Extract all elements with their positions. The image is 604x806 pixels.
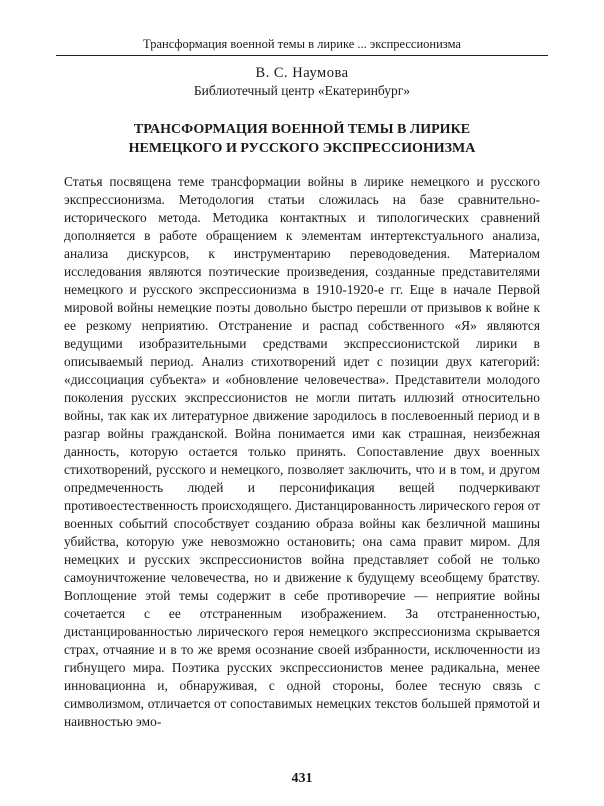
author-name: В. С. Наумова [255,65,349,81]
title-line: ТРАНСФОРМАЦИЯ ВОЕННОЙ ТЕМЫ В ЛИРИКЕ [133,122,471,137]
author-affiliation: Библиотечный центр «Екатеринбург» [193,83,411,98]
title-line: НЕМЕЦКОГО И РУССКОГО ЭКСПРЕССИОНИЗМА [128,141,476,156]
article-title [60,120,544,158]
running-head: Трансформация военной темы в лирике ... экспрессионизма [143,37,461,51]
page-number: 431 [291,771,313,786]
header-rule [56,55,548,56]
abstract-text: Статья посвящена теме трансформации войны в лирике немецкого и русского экспрессионизма. Методология статьи сложилась на базе сравнительно-исторического метода. Методика контактных и типологических сравнений дополняется в работе обращением к элементам интертекстуального анализа, анализа дискурсов, к инструментарию переводоведения. Материалом исследования являются поэтические произведения, созданные представителями немецкого и русского экспрессионизма в 1910-1920-е гг. Еще в начале Первой мировой войны немецкие поэты довольно быстро перешли от призывов к войне к ее резкому неприятию. Отстранение и распад собственного «Я» являются ведущими изобразительными средствами экспрессионистской лирики в описываемый период. Анализ стихотворений идет с позиции двух категорий: «диссоциация субъекта» и «обновление человечества». Представители молодого поколения русских экспрессионистов не могли питать иллюзий относительно войны, так как их литературное движение зародилось в послевоенный период и в разгар войны гражданской. Война понимается ими как страшная, неизбежная данность, которую остается только принять. Сопоставление двух военных стихотворений, русского и немецкого, позволяет заключить, что и в том, и другом опредмеченность людей и персонификация вещей подчеркивают противоестественность происходящего. Дистанцированность лирического героя от военных событий способствует созданию образа войны как безличной машины убийства, которую уже невозможно остановить; она сама правит миром. Для немецких и русских экспрессионистов война представляет собой не только самоуничтожение человечества, но и движение к будущему всеобщему братству. Воплощение этой темы содержит в себе противоречие — неприятие войны сочетается с ее отстраненным изображением. За отстраненностью, дистанцированностью лирического героя немецкого экспрессионизма скрывается страх, отчаяние и в то же время осознание своей избранности, исключенности из гибнущего мира. Поэтика русских экспрессионистов менее радикальна, менее инновационна и, обнаруживая, с одной стороны, более тесную связь с символизмом, отличается от сопоставимых немецких текстов большей прямотой и наивностью эмо- [64,174,540,729]
